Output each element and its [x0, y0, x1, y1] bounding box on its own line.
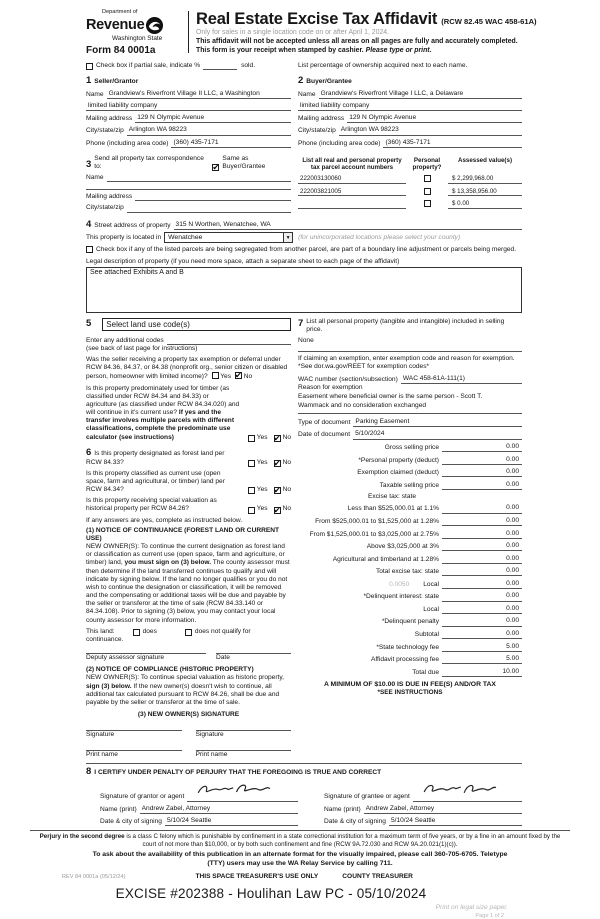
local-rate: 0.0050 — [389, 580, 410, 588]
buyer-name-label: Name — [298, 90, 316, 98]
certification-section — [86, 766, 522, 826]
buyer-name-field[interactable]: Grandview's Riverfront Village I LLC, a Delaware — [319, 90, 522, 99]
agency-block — [86, 9, 182, 56]
timber-question: Is this property predominately used for timber (as classified under RCW 84.34 and 84.33) or agriculture (as classified under RCW 84.34.020) and will continue in it's current use? If yes and the transfer involves multiple parcels with different classifications, complete the predominate use calculator (see instructions) Yes ✔ No — [86, 385, 291, 442]
correspondence-name-label: Name — [86, 174, 104, 182]
buyer-phone-field[interactable]: (360) 435-7171 — [383, 139, 522, 148]
see-back-note: (see back of last page for instructions) — [86, 344, 198, 352]
grantor-date-field[interactable]: 5/10/24 Seattle — [165, 817, 298, 826]
personal-property-section — [298, 318, 522, 759]
new-owner-signature-field-2[interactable]: Signature — [196, 730, 292, 739]
seller-section — [86, 75, 291, 148]
section8-number: 8 — [86, 765, 92, 777]
money-value[interactable]: 0.00 — [486, 530, 522, 539]
correspondence-section — [86, 155, 291, 213]
rev-number: REV 84 0001a (05/12/24) — [62, 874, 126, 881]
header-divider — [188, 11, 189, 53]
money-label: Total due — [412, 668, 439, 676]
grantor-signature-field[interactable] — [187, 782, 298, 801]
money-label: Subtotal — [414, 631, 439, 639]
money-label: *State technology fee — [376, 643, 439, 651]
notice-compliance-body: NEW OWNER(S): To continue special valuation as historic property, sign (3) below. If the new owner(s) doesn't wish to continue, all additional tax calculated pursuant to RCW 84.26, shall be due and payable by the seller or transferor at the time of sale. — [86, 674, 285, 706]
legal-description-field[interactable]: See attached Exhibits A and B — [86, 267, 522, 313]
money-label: Agricultural and timberland at 1.28% — [332, 555, 439, 563]
money-value[interactable]: 0.00 — [486, 592, 522, 601]
personal-property-col-header: Personal property? — [412, 156, 442, 171]
seller-phone-label: Phone (including area code) — [86, 139, 169, 147]
new-owner-signature-title: (3) NEW OWNER(S) SIGNATURE — [137, 711, 240, 719]
section1-number: 1 — [86, 75, 92, 87]
money-value[interactable]: 0.00 — [486, 481, 522, 490]
deputy-date-field[interactable]: Date — [216, 653, 291, 662]
does-qualify-checkbox[interactable] — [133, 629, 140, 636]
legal-description-label: Legal description of property (if you need more space, attach a separate sheet to each page of the affidavit) — [86, 257, 400, 265]
doc-date-label: Date of document — [298, 431, 351, 439]
agency-name: Revenue — [86, 17, 145, 34]
buyer-city-field[interactable]: Arlington WA 98223 — [339, 126, 522, 135]
deputy-assessor-signature-field[interactable]: Deputy assessor signature — [86, 653, 206, 662]
buyer-mailing-field[interactable]: 129 N Olympic Avenue — [347, 114, 522, 123]
personal-property-label: List all personal property (tangible and intangible) included in selling price. — [306, 317, 505, 333]
doc-type-label: Type of document — [298, 419, 351, 427]
money-value[interactable]: 0.00 — [486, 504, 522, 513]
correspondence-mailing-field[interactable] — [135, 200, 291, 201]
wac-number-field[interactable]: WAC 458-61A-111(1) — [401, 375, 522, 384]
agency-sub-label: Washington State — [112, 34, 163, 42]
grantee-signature-field[interactable] — [413, 782, 522, 801]
grantor-name-field[interactable]: Andrew Zabel, Attorney — [140, 805, 298, 814]
form-title-rcw: (RCW 82.45 WAC 458-61A) — [441, 17, 537, 26]
personal-property-field[interactable]: None — [298, 337, 314, 345]
money-label: Gross selling price — [384, 443, 439, 451]
street-address-field[interactable]: 315 N Worthen, Wenatchee, WA — [174, 221, 522, 230]
receipt-notice: This form is your receipt when stamped by cashier. Please type or print. — [196, 46, 432, 54]
alt-format-notice: To ask about the availability of this publication in an alternate format for the visually impaired, please call 360-705-6705. Teletype (TTY) users may use the WA Relay Service by calling 711. — [92, 851, 508, 867]
certify-statement: I CERTIFY UNDER PENALTY OF PERJURY THAT THE FOREGOING IS TRUE AND CORRECT — [94, 768, 382, 776]
single-location-notice: Only for sales in a single location code on or after April 1, 2024. — [196, 29, 390, 36]
section7-number: 7 — [298, 317, 304, 329]
print-note: Print on legal size paper. — [435, 904, 508, 912]
buyer-section — [298, 75, 522, 148]
parcel-row — [298, 175, 522, 184]
parcel-table — [298, 155, 522, 213]
treasurer-row — [0, 873, 600, 881]
current-use-question: Is this property classified as current use (open space, farm and agricultural, or timber) land per RCW 84.34? Yes ✔ No — [86, 470, 291, 495]
correspondence-label: Send all property tax correspondence to: — [94, 154, 204, 170]
agency-top-label: Department of — [102, 9, 138, 15]
land-use-select[interactable]: Select land use code(s) — [102, 318, 291, 331]
section4-number: 4 — [86, 218, 92, 230]
timber-yes-checkbox[interactable] — [248, 435, 255, 442]
money-label: Exemption claimed (deduct) — [357, 469, 439, 477]
money-label: From $1,525,000.01 to $3,025,000 at 2.75% — [309, 530, 439, 538]
buyer-mailing-label: Mailing address — [298, 115, 345, 123]
exemption-yes-checkbox[interactable] — [212, 372, 219, 379]
money-value[interactable]: 0.00 — [486, 517, 522, 526]
property-section — [86, 219, 522, 313]
parcel-col-header: List all real and personal property tax parcel account numbers — [302, 156, 402, 171]
wac-number-label: WAC number (section/subsection) — [298, 375, 398, 383]
money-value[interactable]: 0.00 — [486, 456, 522, 465]
location-select[interactable] — [164, 232, 293, 243]
money-value[interactable]: 0.00 — [486, 443, 522, 452]
new-owner-signature-field-1[interactable]: Signature — [86, 730, 182, 739]
money-label: Less than $525,000.01 at 1.1% — [347, 505, 439, 513]
segregated-label: Check box if any of the listed parcels are being segregated from another parcel, are part of a boundary line adjustment or parcels being merged. — [96, 246, 517, 254]
assessed-value-field[interactable]: $ 13,358,956.00 — [448, 188, 522, 197]
assessed-value-col-header: Assessed value(s) — [458, 156, 512, 164]
timber-no-checkbox[interactable] — [274, 435, 281, 442]
treasurer-space-label: THIS SPACE TREASURER'S USE ONLY — [195, 873, 319, 881]
exemption-no-checkbox[interactable] — [235, 372, 242, 379]
section3-number: 3 — [86, 159, 92, 171]
page-number: Page 1 of 2 — [475, 912, 504, 919]
excise-tax-worksheet — [298, 443, 522, 697]
grantee-name-field[interactable]: Andrew Zabel, Attorney — [364, 805, 522, 814]
revenue-logo-icon — [145, 16, 164, 35]
parcel-row — [298, 200, 522, 209]
partial-sale-percent-field[interactable] — [203, 69, 237, 70]
grantor-date-label: Date & city of signing — [100, 817, 162, 825]
exemption-note: If claiming an exemption, enter exemption code and reason for exemption. *See dor.wa.gov/REET for exemption codes* — [298, 355, 515, 371]
parcel-number-field[interactable] — [298, 208, 406, 209]
assessed-value-field[interactable]: $ 0.00 — [448, 200, 522, 209]
grantee-date-label: Date & city of signing — [324, 817, 386, 825]
chevron-down-icon[interactable]: ▼ — [283, 233, 292, 242]
notice-continuance-title: (1) NOTICE OF CONTINUANCE (FOREST LAND OR CURRENT USE) — [86, 526, 280, 542]
reason-exemption-field-line2[interactable]: Wammack and no consideration exchanged — [298, 402, 427, 410]
does-not-qualify-checkbox[interactable] — [185, 629, 192, 636]
grantee-signature — [415, 782, 505, 797]
acceptance-notice: This affidavit will not be accepted unless all areas on all pages are fully and accurately completed. — [196, 37, 518, 45]
located-in-label: This property is located in — [86, 233, 162, 241]
seller-name-field[interactable]: Grandview's Riverfront Village II LLC, a Washington — [107, 90, 291, 99]
money-label: From $525,000.01 to $1,525,000 at 1.28% — [315, 517, 439, 525]
money-value[interactable]: 5.00 — [486, 655, 522, 664]
county-treasurer-label: COUNTY TREASURER — [342, 873, 413, 881]
reason-exemption-field-line1[interactable]: Easement where beneficial owner is the same person - Scott T. — [298, 392, 483, 400]
if-any-note: If any answers are yes, complete as instructed below. — [86, 516, 243, 524]
personal-property-checkbox[interactable] — [424, 200, 431, 207]
money-label: *Personal property (deduct) — [358, 456, 439, 464]
seller-mailing-field[interactable]: 129 N Olympic Avenue — [135, 114, 291, 123]
form-number: Form 84 0001a — [86, 44, 156, 56]
excise-state-header: Excise tax: state — [367, 492, 416, 500]
section2-number: 2 — [298, 75, 304, 87]
exemption-question: Was the seller receiving a property tax exemption or deferral under RCW 84.36, 84.37, or 84.38 (nonprofit org., senior citizen or disabled person, homeowner with limited income)? Yes ✔ No — [86, 356, 291, 382]
perjury-notice: Perjury in the second degree is a class C felony which is punishable by confinement in a state correctional institution for a maximum term of five years, or by a fine in an amount fixed by the court of not more than $10,000, or by both such confinement and fine (RCW 9A.72.030 and RCW 9A.20.021(1)(c)). — [39, 832, 561, 848]
partial-sale-checkbox[interactable] — [86, 63, 93, 70]
excise-stamp: EXCISE #202388 - Houlihan Law PC - 05/10/2024 — [115, 886, 427, 902]
notice-continuance-body: NEW OWNER(S): To continue the current designation as forest land or classification as current use (open space, farm and agriculture, or timber) land, you must sign on (3) below. The county assessor must then determine if the land transferred continues to qualify and will indicate by signing below. If the land no longer qualifies or you do not wish to continue the designation or classification, it will be removed and the compensating or additional taxes will be due and payable by the seller or transferor at the time of sale (RCW 84.33.140 or 84.34.108). Prior to signing (3) below, you may contact your local county assessor for more information. — [86, 543, 290, 624]
correspondence-city-label: City/state/zip — [86, 204, 124, 212]
current-use-no-checkbox[interactable] — [274, 487, 281, 494]
parcel-number-field[interactable]: 222003130060 — [298, 175, 406, 184]
partial-sale-suffix: sold. — [241, 61, 256, 69]
new-owner-print-name-field-1[interactable]: Print name — [86, 750, 182, 759]
section5-number: 5 — [86, 318, 92, 330]
new-owner-print-name-field-2[interactable]: Print name — [196, 750, 292, 759]
forest-land-question: 6 Is this property designated as forest land per RCW 84.33? Yes ✔ No — [86, 447, 291, 467]
same-as-buyer-checkbox[interactable] — [212, 164, 219, 171]
money-label: Local — [423, 605, 439, 613]
historical-yes-checkbox[interactable] — [248, 507, 255, 514]
grantee-date-field[interactable]: 5/10/24 Seattle — [389, 817, 522, 826]
location-select-value: Wenatchee — [168, 234, 203, 242]
personal-property-checkbox[interactable] — [424, 175, 431, 182]
see-instructions-note: *SEE INSTRUCTIONS — [377, 689, 443, 697]
buyer-phone-label: Phone (including area code) — [298, 139, 381, 147]
segregated-checkbox[interactable] — [86, 246, 93, 253]
buyer-city-label: City/state/zip — [298, 127, 336, 135]
money-value[interactable]: 0.00 — [486, 542, 522, 551]
grantor-name-label: Name (print) — [100, 805, 137, 813]
money-value[interactable]: 5.00 — [486, 643, 522, 652]
money-label: Affidavit processing fee — [370, 656, 439, 664]
grantee-signature-label: Signature of grantee or agent — [324, 793, 410, 801]
this-land-label: This land: — [86, 627, 115, 635]
current-use-yes-checkbox[interactable] — [248, 487, 255, 494]
ownership-note: List percentage of ownership acquired next to each name. — [298, 61, 468, 69]
money-label: Taxable selling price — [379, 481, 439, 489]
personal-property-checkbox[interactable] — [424, 188, 431, 195]
money-value[interactable]: 0.00 — [486, 555, 522, 564]
parcel-row — [298, 188, 522, 197]
seller-phone-field[interactable]: (360) 435-7171 — [171, 139, 291, 148]
parcel-number-field[interactable]: 222003821005 — [298, 188, 406, 197]
money-value[interactable]: 0.00 — [486, 567, 522, 576]
seller-mailing-label: Mailing address — [86, 115, 133, 123]
same-as-buyer-label: Same as Buyer/Grantee — [222, 154, 266, 170]
seller-name-field-2[interactable]: limited liability company — [86, 102, 291, 111]
doc-type-field[interactable]: Parking Easement — [353, 418, 522, 427]
forest-no-checkbox[interactable] — [274, 460, 281, 467]
buyer-title: Buyer/Grantee — [306, 78, 352, 86]
grantee-name-label: Name (print) — [324, 805, 361, 813]
money-label: Above $3,025,000 at 3% — [366, 543, 439, 551]
historical-question: Is this property receiving special valuation as historical property per RCW 84.26? Yes ✔ No — [86, 497, 291, 513]
seller-title: Seller/Grantor — [94, 78, 139, 86]
seller-city-field[interactable]: Arlington WA 98223 — [127, 126, 291, 135]
correspondence-name-field-2[interactable] — [86, 189, 291, 190]
additional-codes-label: Enter any additional codes — [86, 336, 164, 344]
street-address-label: Street address of property — [94, 222, 171, 230]
correspondence-mailing-label: Mailing address — [86, 193, 133, 201]
continuance-label: continuance. — [86, 635, 124, 643]
historical-no-checkbox[interactable] — [274, 507, 281, 514]
grantor-signature-label: Signature of grantor or agent — [100, 793, 185, 801]
partial-sale-label: Check box if partial sale, indicate % — [96, 61, 201, 69]
form-header — [86, 9, 537, 56]
doc-date-field[interactable]: 5/10/2024 — [353, 430, 522, 439]
buyer-name-field-2[interactable]: limited liability company — [298, 102, 522, 111]
land-use-section: 5 Select land use code(s) Enter any additional codes (see back of last page for instructions) Was the seller receiving a property tax exemption or deferral under RCW 84.36, 84.37, or 84.38 (nonprofit org., senior citizen or disabled person, homeowner with limited income)? Yes ✔ No Is this property predominately used for timber (as classified under RCW 84.34 and 84.33) or agriculture (as classified under RCW 84.34.020) and will continue in it's current use? If yes and the transfer involves multiple parcels with different classifications, complete the predominate use calculator (see instructions) Yes ✔ No 6 Is this property designated as forest land per RCW 84.33? Yes ✔ No Is this property classified as current use (open space, farm and agricultural, or timber) land per RCW 84.34? Yes ✔ No Is this property receiving special valuation as historical property per RCW 84.26? Yes ✔ No If any answers are yes, complete as instructed below. (1) NOTICE OF CONTINUANCE (FOREST LAND OR CURRENT USE) NEW OWNER(S): To continue the current designation as forest land or classification as current use (open space, farm and agriculture, or timber) land, you must sign on (3) below. The county assessor must then determine if the land transferred continues to qualify and will indicate by signing below. If the land no longer qualifies or you do not wish to continue the designation or classification, it will be removed and the compensating or additional taxes will be due and payable by the seller or transferor at the time of sale (RCW 84.33.140 or 84.34.108). Prior to signing (3) below, you may contact your local county assessor for more information. This land: does does not qualify for continuance. Deputy assessor signature Date (2) NOTICE OF COMPLIANCE (HISTORIC PROPERTY) NEW OWNER(S): To continue special valuation as historic property, sign (3) below. If the new owner(s) doesn't wish to continue, all additional tax calculated pursuant to RCW 84.26, shall be due and payable by the seller or transferor at the time of sale. (3) NEW OWNER(S) SIGNATURE Signature Signature Print name Print name — [86, 318, 291, 759]
seller-city-label: City/state/zip — [86, 127, 124, 135]
reason-exemption-label: Reason for exemption — [298, 383, 363, 391]
money-value[interactable]: 0.00 — [486, 580, 522, 589]
money-value[interactable]: 0.00 — [486, 468, 522, 477]
notice-compliance-title: (2) NOTICE OF COMPLIANCE (HISTORIC PROPERTY) — [86, 666, 254, 674]
money-label: *Delinquent penalty — [381, 618, 439, 626]
forest-yes-checkbox[interactable] — [248, 460, 255, 467]
grantor-signature — [189, 782, 279, 797]
correspondence-name-field[interactable] — [107, 181, 291, 182]
money-value[interactable]: 0.00 — [486, 605, 522, 614]
money-label: *Delinquent interest: state — [363, 593, 439, 601]
correspondence-city-field[interactable] — [127, 212, 291, 213]
unincorporated-note: (for unincorporated locations please select your county) — [298, 233, 461, 241]
section6-number: 6 — [86, 446, 92, 458]
money-label: Local — [423, 580, 439, 588]
money-value[interactable]: 0.00 — [486, 630, 522, 639]
assessed-value-field[interactable]: $ 2,299,968.00 — [448, 175, 522, 184]
form-title: Real Estate Excise Tax Affidavit — [196, 10, 438, 28]
money-value[interactable]: 0.00 — [486, 617, 522, 626]
money-value[interactable]: 10.00 — [486, 668, 522, 677]
seller-name-label: Name — [86, 90, 104, 98]
money-label: Total excise tax: state — [375, 568, 439, 576]
minimum-due-note: A MINIMUM OF $10.00 IS DUE IN FEE(S) AND/OR TAX — [324, 680, 496, 688]
